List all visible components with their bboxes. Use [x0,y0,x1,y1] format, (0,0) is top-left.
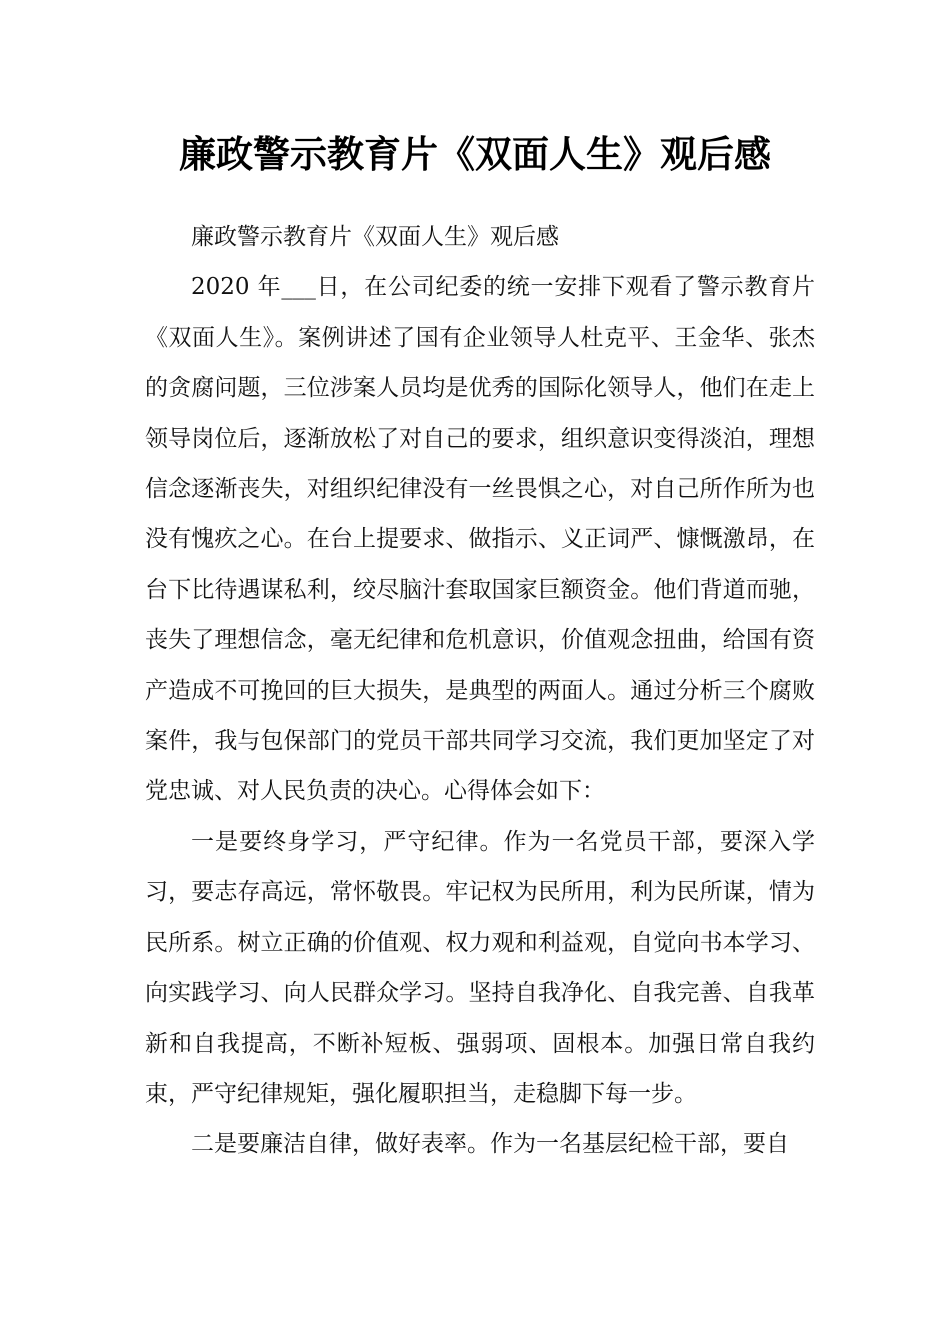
document-title: 廉政警示教育片《双面人生》观后感 [179,132,771,176]
paragraph-point-one: 一是要终身学习，严守纪律。作为一名党员干部，要深入学习，要志存高远，常怀敬畏。牢记权为民所用，利为民所谋，情为民所系。树立正确的价值观、权力观和利益观，自觉向书本学习、向实践学习、向人民群众学习。坚持自我净化、自我完善、自我革新和自我提高，不断补短板、强弱项、固根本。加强日常自我约束，严守纪律规矩，强化履职担当，走稳脚下每一步。 [145,828,815,1107]
paragraph-subtitle: 廉政警示教育片《双面人生》观后感 [191,224,559,250]
paragraph-point-two: 二是要廉洁自律，做好表率。作为一名基层纪检干部，要自 [191,1131,789,1158]
document-body [145,212,815,1170]
paragraph-intro: 2020 年___日，在公司纪委的统一安排下观看了警示教育片《双面人生》。案例讲述了国有企业领导人杜克平、王金华、张杰的贪腐问题，三位涉案人员均是优秀的国际化领导人，他们在走上领导岗位后，逐渐放松了对自己的要求，组织意识变得淡泊，理想信念逐渐丧失，对组织纪律没有一丝畏惧之心，对自己所作所为也没有愧疚之心。在台上提要求、做指示、义正词严、慷慨激昂，在台下比待遇谋私利，绞尽脑汁套取国家巨额资金。他们背道而驰，丧失了理想信念，毫无纪律和危机意识，价值观念扭曲，给国有资产造成不可挽回的巨大损失，是典型的两面人。通过分析三个腐败案件，我与包保部门的党员干部共同学习交流，我们更加坚定了对党忠诚、对人民负责的决心。心得体会如下： [145,274,815,805]
